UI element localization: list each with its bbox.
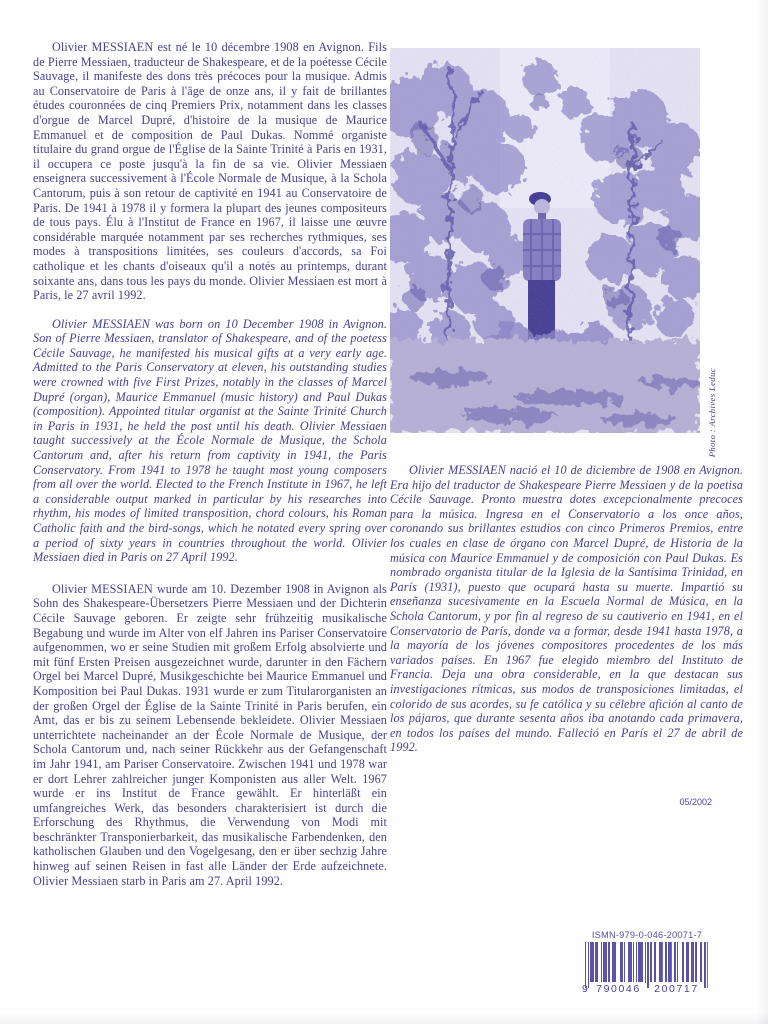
right-column bbox=[390, 48, 743, 807]
bio-paragraph-french: Olivier MESSIAEN est né le 10 décembre 1908 en Avignon. Fils de Pierre Messiaen, traducteur de Shakespeare, et de la poétesse Cécile Sauvage, il manifeste des dons très précoces pour la musique. Admis au Conservatoire de Paris à l'âge de onze ans, il y fait de brillantes études couronnées de cinq Premiers Prix, notamment dans les classes d'orgue de Marcel Dupré, d'histoire de la musique de Maurice Emmanuel et de composition de Paul Dukas. Nommé organiste titulaire du grand orgue de l'Église de la Sainte Trinité à Paris en 1931, il occupera ce poste jusqu'à la fin de sa vie. Olivier Messiaen enseignera successivement à l'École Normale de Musique, à la Schola Cantorum, puis à son retour de captivité en 1941 au Conservatoire de Paris. De 1941 à 1978 il y formera la plupart des jeunes compositeurs de tous pays. Élu à l'Institut de France en 1967, il laisse une œuvre considérable marquée notamment par ses recherches rythmiques, ses modes à transpositions limitées, ses couleurs d'accords, sa Foi catholique et les chants d'oiseaux qu'il a notés au printemps, durant soixante ans, dans tous les pays du monde. Olivier Messiaen est mort à Paris, le 27 avril 1992. bbox=[33, 40, 387, 303]
portrait-photo bbox=[390, 48, 717, 457]
page-edge-shadow-bottom bbox=[0, 1012, 768, 1024]
portrait-photo-illustration bbox=[390, 48, 700, 433]
barcode-digit-group-left: 9 bbox=[582, 983, 588, 995]
page-edge-shadow-right bbox=[756, 0, 768, 1024]
barcode-bars bbox=[582, 942, 712, 989]
edition-date: 05/2002 bbox=[679, 796, 712, 807]
bio-paragraph-german: Olivier MESSIAEN wurde am 10. Dezember 1908 in Avignon als Sohn des Shakespeare-Übersetzers Pierre Messiaen und der Dichterin Cécile Sauvage geboren. Er zeigte sehr frühzeitig musikalische Begabung und wurde im Alter von elf Jahren ins Pariser Conservatoire aufgenommen, wo er seine Studien mit großem Erfolg absolvierte und mit fünf Ersten Preisen ausgezeichnet wurde, darunter in den Fächern Orgel bei Marcel Dupré, Musikgeschichte bei Maurice Emmanuel und Komposition bei Paul Dukas. 1931 wurde er zum Titularorganisten an der großen Orgel der Église de la Sainte Trinité in Paris berufen, ein Amt, das er bis zu seinem Lebensende bekleidete. Olivier Messiaen unterrichtete nacheinander an der École Normale de Musique, der Schola Cantorum und, nach seiner Rückkehr aus der Gefangenschaft im Jahr 1941, am Pariser Conservatoire. Zwischen 1941 und 1978 war er dort Lehrer zahlreicher junger Komponisten aus aller Welt. 1967 wurde er ins Institut de France gewählt. Er hinterläßt ein umfangreiches Werk, das besonders charakterisiert ist durch die Erforschung des Rhythmus, die Verwendung von Modi mit beschränkter Transponierbarkeit, das musikalische Farbendenken, den katholischen Glauben und den Vogelgesang, den er über sechzig Jahre hinweg auf seinen Reisen in fast alle Länder der Erde aufzeichnete. Olivier Messiaen starb in Paris am 27. April 1992. bbox=[33, 581, 387, 888]
ismn-barcode bbox=[582, 930, 712, 995]
ismn-number-label: ISMN-979-0-046-20071-7 bbox=[591, 930, 703, 940]
left-text-column bbox=[33, 40, 387, 888]
barcode-digit-group-right: 200717 bbox=[649, 983, 704, 995]
photo-credit: Photo : Archives Leduc bbox=[707, 367, 717, 457]
bio-paragraph-english: Olivier MESSIAEN was born on 10 December 1908 in Avignon. Son of Pierre Messiaen, translator of Shakespeare, and of the poetess Cécile Sauvage, he manifested his musical gifts at a very early age. Admitted to the Paris Conservatory at eleven, his outstanding studies were crowned with five First Prizes, notably in the classes of Marcel Dupré (organ), Maurice Emmanuel (music history) and Paul Dukas (composition). Appointed titular organist at the Sainte Trinité Church in Paris in 1931, he held the post until his death. Olivier Messiaen taught successively at the École Normale de Musique, the Schola Cantorum and, after his return from captivity in 1941, the Paris Conservatory. From 1941 to 1978 he taught most young composers from all over the world. Elected to the French Institute in 1967, he left a considerable output marked in particular by his researches into rhythm, his modes of limited transposition, chord colours, his Roman Catholic faith and the bird-songs, which he notated every spring over a period of sixty years in countries throughout the world. Olivier Messiaen died in Paris on 27 April 1992. bbox=[33, 316, 387, 565]
barcode-digit-group-mid: 790046 bbox=[591, 983, 646, 995]
barcode-digits bbox=[582, 983, 712, 995]
bio-paragraph-spanish: Olivier MESSIAEN nació el 10 de diciembre de 1908 en Avignon. Era hijo del traductor de Shakespeare Pierre Messiaen y de la poetisa Cécile Sauvage. Pronto muestra dotes excepcionalmente precoces para la música. Ingresa en el Conservatorio a los once años, coronando sus brillantes estudios con cinco Primeros Premios, entre los cuales en clase de órgano con Marcel Dupré, de Historia de la música con Maurice Emmanuel y de composición con Paul Dukas. Es nombrado organista titular de la Iglesia de la Santísima Trinidad, en París (1931), puesto que ocupará hasta su muerte. Impartió su enseñanza sucesivamente en la Escuela Normal de Música, en la Schola Cantorum, y por fin al regreso de su cautiverio en 1941, en el Conservatorio de París, donde va a formar, desde 1941 hasta 1978, a la mayoría de los jóvenes compositores procedentes de los más variados países. En 1967 fue elegido miembro del Instituto de Francia. Deja una obra considerable, en la que destacan sus investigaciones rítmicas, sus modos de transposiciones limitadas, el colorido de sus acordes, su fe católica y su célebre afición al canto de los pájaros, que durante sesenta años iba anotando cada primavera, en todos los países del mundo. Falleció en París el 27 de abril de 1992. bbox=[390, 463, 743, 755]
